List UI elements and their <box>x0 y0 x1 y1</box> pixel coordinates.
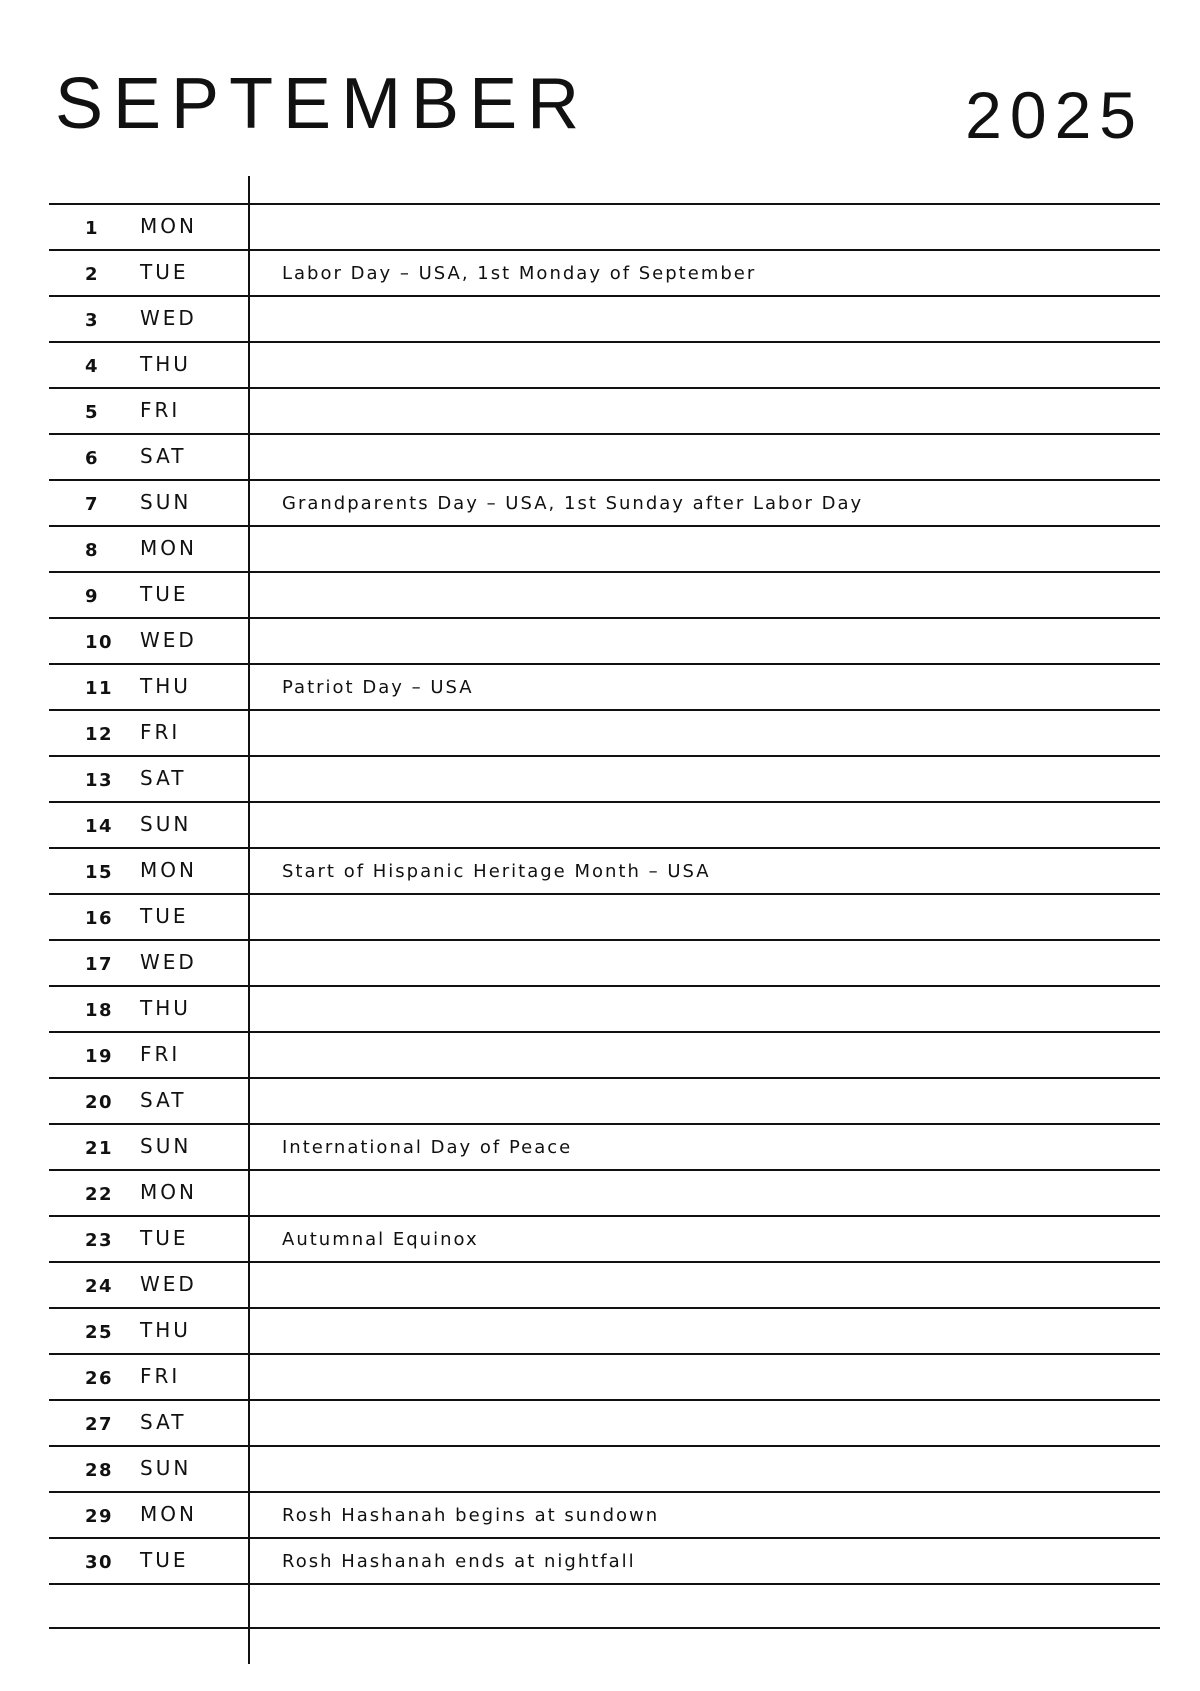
day-of-week: FRI <box>140 720 181 744</box>
day-number: 19 <box>85 1046 114 1067</box>
day-row <box>49 341 1160 387</box>
day-number: 11 <box>85 678 114 699</box>
day-of-week: FRI <box>140 398 181 422</box>
day-row <box>49 387 1160 433</box>
day-of-week: THU <box>140 352 191 376</box>
day-row <box>49 709 1160 755</box>
day-row <box>49 479 1160 525</box>
day-of-week: SUN <box>140 1456 192 1480</box>
day-row <box>49 801 1160 847</box>
month-title: SEPTEMBER <box>55 64 590 144</box>
day-row <box>49 1445 1160 1491</box>
day-of-week: TUE <box>140 1548 189 1572</box>
day-number: 29 <box>85 1506 114 1527</box>
day-row <box>49 1169 1160 1215</box>
day-row <box>49 433 1160 479</box>
day-of-week: MON <box>140 1502 197 1526</box>
day-row <box>49 1537 1160 1583</box>
day-row <box>49 571 1160 617</box>
day-number: 5 <box>85 402 100 423</box>
day-row <box>49 1123 1160 1169</box>
day-row <box>49 1215 1160 1261</box>
day-number: 27 <box>85 1414 114 1435</box>
day-number: 14 <box>85 816 114 837</box>
day-row <box>49 617 1160 663</box>
day-event: Grandparents Day – USA, 1st Sunday after Labor Day <box>282 493 864 514</box>
day-of-week: SAT <box>140 766 187 790</box>
day-of-week: THU <box>140 674 191 698</box>
day-of-week: TUE <box>140 1226 189 1250</box>
day-number: 4 <box>85 356 100 377</box>
day-of-week: MON <box>140 858 197 882</box>
day-row <box>49 1353 1160 1399</box>
day-of-week: WED <box>140 628 197 652</box>
day-number: 3 <box>85 310 100 331</box>
day-of-week: SUN <box>140 490 192 514</box>
day-number: 20 <box>85 1092 114 1113</box>
day-rows <box>49 203 1160 1629</box>
day-number: 28 <box>85 1460 114 1481</box>
day-row <box>49 1491 1160 1537</box>
day-grid <box>49 176 1160 1664</box>
day-number: 23 <box>85 1230 114 1251</box>
day-of-week: FRI <box>140 1042 181 1066</box>
day-number: 26 <box>85 1368 114 1389</box>
day-number: 12 <box>85 724 114 745</box>
day-number: 30 <box>85 1552 114 1573</box>
day-of-week: THU <box>140 996 191 1020</box>
day-number: 2 <box>85 264 100 285</box>
day-event: Autumnal Equinox <box>282 1229 479 1250</box>
day-of-week: SUN <box>140 1134 192 1158</box>
day-number: 9 <box>85 586 100 607</box>
day-number: 22 <box>85 1184 114 1205</box>
day-of-week: TUE <box>140 904 189 928</box>
day-row <box>49 1077 1160 1123</box>
day-of-week: SAT <box>140 1410 187 1434</box>
day-number: 21 <box>85 1138 114 1159</box>
day-row <box>49 893 1160 939</box>
day-of-week: SAT <box>140 444 187 468</box>
day-number: 8 <box>85 540 100 561</box>
day-of-week: WED <box>140 1272 197 1296</box>
day-of-week: WED <box>140 306 197 330</box>
day-number: 1 <box>85 218 100 239</box>
day-of-week: TUE <box>140 260 189 284</box>
day-of-week: TUE <box>140 582 189 606</box>
day-of-week: WED <box>140 950 197 974</box>
day-number: 13 <box>85 770 114 791</box>
day-row <box>49 1399 1160 1445</box>
day-number: 15 <box>85 862 114 883</box>
day-row <box>49 249 1160 295</box>
day-event: Rosh Hashanah ends at nightfall <box>282 1551 636 1572</box>
day-row <box>49 203 1160 249</box>
day-event: Labor Day – USA, 1st Monday of September <box>282 263 757 284</box>
day-event: Patriot Day – USA <box>282 677 474 698</box>
day-event: Start of Hispanic Heritage Month – USA <box>282 861 711 882</box>
day-number: 10 <box>85 632 114 653</box>
day-row <box>49 1261 1160 1307</box>
day-number: 25 <box>85 1322 114 1343</box>
day-row <box>49 847 1160 893</box>
day-of-week: THU <box>140 1318 191 1342</box>
day-row <box>49 1031 1160 1077</box>
year-title: 2025 <box>965 78 1144 152</box>
day-event: International Day of Peace <box>282 1137 573 1158</box>
day-row <box>49 755 1160 801</box>
day-row <box>49 295 1160 341</box>
day-of-week: SAT <box>140 1088 187 1112</box>
day-of-week: FRI <box>140 1364 181 1388</box>
day-number: 16 <box>85 908 114 929</box>
day-number: 6 <box>85 448 100 469</box>
day-row <box>49 525 1160 571</box>
day-of-week: MON <box>140 1180 197 1204</box>
day-number: 7 <box>85 494 100 515</box>
day-row <box>49 939 1160 985</box>
day-of-week: MON <box>140 536 197 560</box>
day-number: 24 <box>85 1276 114 1297</box>
day-row <box>49 1583 1160 1629</box>
day-event: Rosh Hashanah begins at sundown <box>282 1505 660 1526</box>
day-number: 17 <box>85 954 114 975</box>
day-row <box>49 1307 1160 1353</box>
day-row <box>49 663 1160 709</box>
day-of-week: SUN <box>140 812 192 836</box>
day-of-week: MON <box>140 214 197 238</box>
day-row <box>49 985 1160 1031</box>
day-number: 18 <box>85 1000 114 1021</box>
